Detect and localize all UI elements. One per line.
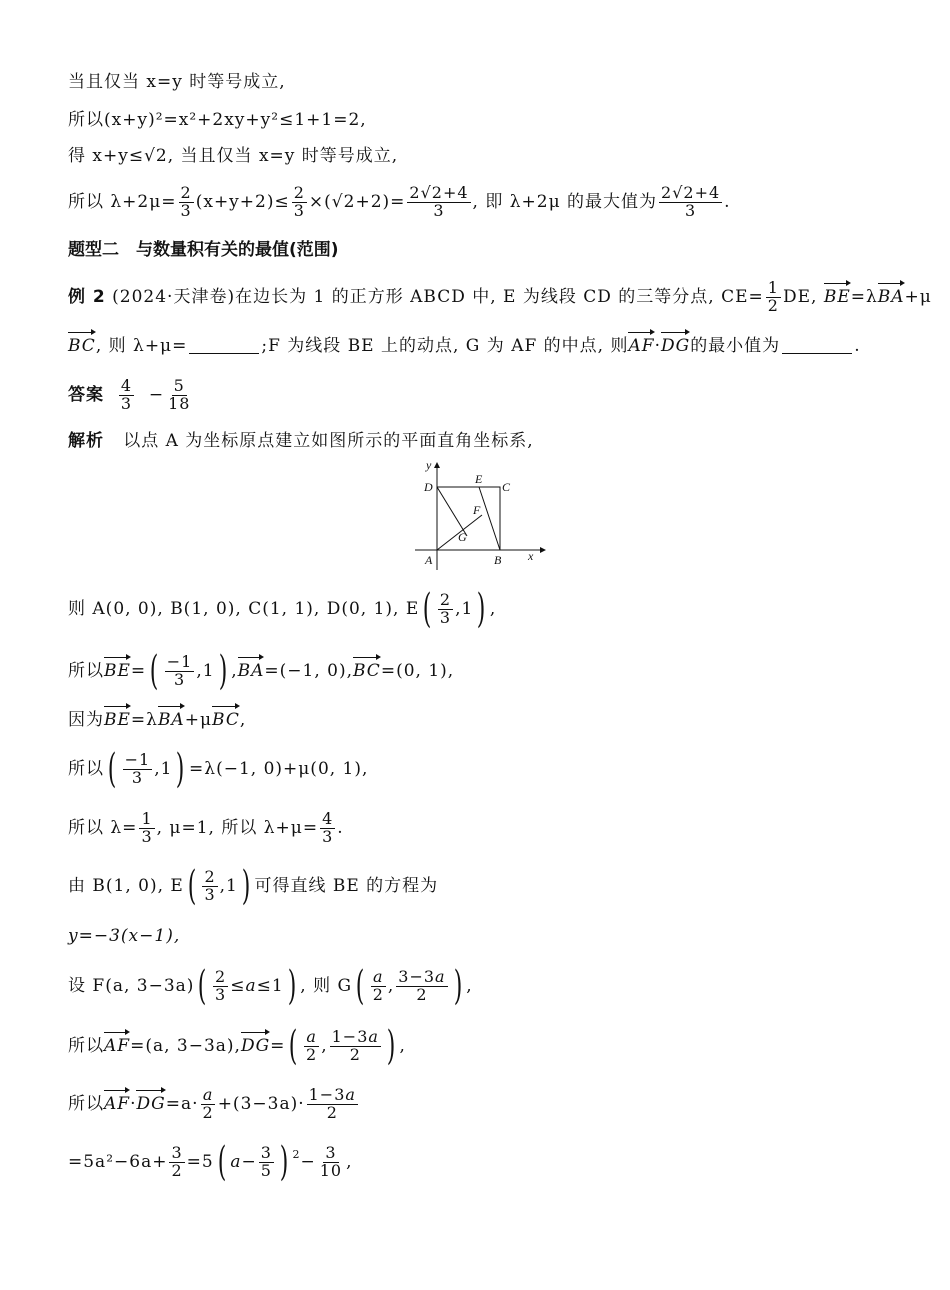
fraction: $\frac{-1}{3}$ [166,651,193,689]
answer-fraction-2: $\frac{5}{18}$ [168,375,191,413]
line-4-mid1: (x+y+2)≤ [195,191,290,212]
answer-label: 答案 [68,384,104,405]
fraction: $\frac{3}{10}$ [319,1142,343,1180]
analysis-line [68,422,888,460]
example-ce: DE, [782,286,818,307]
answer-blank-2[interactable] [782,339,852,354]
step-8: 设 F(a, 3−3a) ( $\frac{2}{3}$ ≤ a ≤1 ) , 则 G ( $\frac{a}{2}$ , $\frac{3-3a}{2}$ ) , [68,963,473,1009]
example-source: (2024·天津卷)在边长为 1 的正方形 ABCD 中, E 为线段 CD 的三等分点, CE= [112,286,764,307]
label-y: y [426,460,432,472]
figure-svg [410,460,550,572]
fraction: $\frac{2√2+4}{3}$ [661,182,721,220]
vector-dg: DG [240,1035,271,1056]
answer-line [68,368,888,422]
example-line-1 [68,270,932,324]
example-line2-a: , 则 λ+μ= [95,335,188,356]
vector-ba: BA [877,286,905,307]
vector-be: BE [823,286,851,307]
fraction: $\frac{a}{2}$ [372,966,384,1004]
vector-bc: BC [353,660,381,681]
example-be-eq: =λ [850,286,878,307]
fraction: $\frac{1-3a}{2}$ [308,1084,356,1122]
vector-be: BE [104,660,131,681]
vector-dg: DG [136,1093,166,1114]
example-line2-b: ;F 为线段 BE 上的动点, G 为 AF 的中点, 则 [261,335,629,356]
label-a: A [425,553,433,567]
answer-minus: − [148,384,165,405]
section-title-text: 题型二 与数量积有关的最值(范围) [68,239,339,260]
line-4-mid2: ×(√2+2)= [308,191,406,212]
fraction: $\frac{4}{3}$ [322,808,334,846]
fraction: $\frac{1}{3}$ [141,808,153,846]
example-label: 例 2 [68,286,106,307]
document-page [68,62,932,1192]
label-g: G [458,530,467,544]
vector-af: AF [628,335,655,356]
step-3: 因为 BE =λ BA +μ BC , [68,709,247,730]
y-axis-arrow [434,462,440,468]
label-b: B [494,553,502,567]
label-e: E [475,472,483,486]
label-f: F [473,503,481,517]
fraction: $\frac{a}{2}$ [202,1084,214,1122]
segment-dg [437,487,467,536]
step-2: 所以 BE = ( $\frac{-1}{3}$ ,1 ) , BA =(−1, 0), BC =(0, 1), [68,648,455,694]
example-line-2: BC , 则 λ+μ= ;F 为线段 BE 上的动点, G 为 AF 的中点, 则 AF · DG 的最小值为 . [68,335,861,356]
vector-dg: DG [660,335,691,356]
step-2-pre: 所以 [68,660,104,681]
text-line-1 [68,62,888,102]
vector-be: BE [104,709,131,730]
answer-blank-1[interactable] [189,339,259,354]
fraction: $\frac{-1}{3}$ [124,749,151,787]
line-3-text: 得 x+y≤√2, 当且仅当 x=y 时等号成立, [68,145,399,166]
text-line-4 [68,174,888,230]
step-11: =5a²−6a+ $\frac{3}{2}$ =5 ( a − $\frac{3}{5}$ ) 2 − $\frac{3}{10}$ , [68,1139,353,1185]
step-4: 所以 ( $\frac{-1}{3}$ ,1 ) =λ(−1, 0)+μ(0, 1), [68,746,369,792]
example-plus-mu: +μ [904,286,932,307]
line-4-post2: . [724,191,731,212]
fraction: $\frac{2√2+4}{3}$ [409,182,469,220]
coordinate-figure [68,460,888,578]
square-abcd [437,487,500,550]
line-4-post1: , 即 λ+2μ 的最大值为 [472,191,658,212]
step-6: 由 B(1, 0), E ( $\frac{2}{3}$ ,1 ) 可得直线 BE 的方程为 [68,863,439,909]
fraction: $\frac{1}{2}$ [767,277,779,315]
line-2-text: 所以(x+y)²=x²+2xy+y²≤1+1=2, [68,109,367,130]
step-7 [68,916,888,956]
example-line2-d: . [854,335,861,356]
step-10: 所以 AF · DG =a· $\frac{a}{2}$ +(3−3a)· $\frac{1-3a}{2}$ [68,1084,356,1122]
analysis-label: 解析 [68,430,104,451]
fraction: $\frac{3-3a}{2}$ [398,966,446,1004]
step-5: 所以 λ= $\frac{1}{3}$ , μ=1, 所以 λ+μ= $\frac{4}{3}$ . [68,808,344,846]
vector-bc: BC [68,335,96,356]
fraction: $\frac{1-3a}{2}$ [331,1026,379,1064]
segment-be [479,487,500,550]
section-title [68,230,888,270]
line-4-pre: 所以 λ+2μ= [68,191,177,212]
label-d: D [424,480,433,494]
step-9: 所以 AF =(a, 3−3a), DG = ( $\frac{a}{2}$ , $\frac{1-3a}{2}$ ) , [68,1023,406,1069]
vector-ba: BA [237,660,265,681]
line-1-text: 当且仅当 x=y 时等号成立, [68,71,286,92]
fraction: $\frac{2}{3}$ [439,589,452,627]
fraction: $\frac{2}{3}$ [204,866,216,904]
vector-ba: BA [157,709,185,730]
fraction: $\frac{2}{3}$ [215,966,227,1004]
fraction: $\frac{3}{2}$ [171,1142,183,1180]
text-line-2 [68,102,888,138]
vector-af: AF [104,1035,131,1056]
fraction: $\frac{a}{2}$ [306,1026,318,1064]
example-line2-c: 的最小值为 [690,335,781,356]
fraction: $\frac{2}{3}$ [293,182,305,220]
step-1: 则 A(0, 0), B(1, 0), C(1, 1), D(0, 1), E ( $\frac{2}{3}$ ,1 ) , [68,586,497,632]
label-x: x [528,549,534,563]
label-c: C [502,480,511,494]
vector-af: AF [104,1093,131,1114]
answer-fraction-1: $\frac{4}{3}$ [120,375,132,413]
step-1-text: 则 A(0, 0), B(1, 0), C(1, 1), D(0, 1), E [68,598,420,619]
analysis-intro: 以点 A 为坐标原点建立如图所示的平面直角坐标系, [123,430,534,451]
step-7-text: y=−3(x−1), [68,925,181,946]
text-line-3 [68,138,888,174]
fraction: $\frac{3}{5}$ [260,1142,272,1180]
x-axis-arrow [540,547,546,553]
fraction: $\frac{2}{3}$ [180,182,192,220]
vector-bc: BC [212,709,240,730]
